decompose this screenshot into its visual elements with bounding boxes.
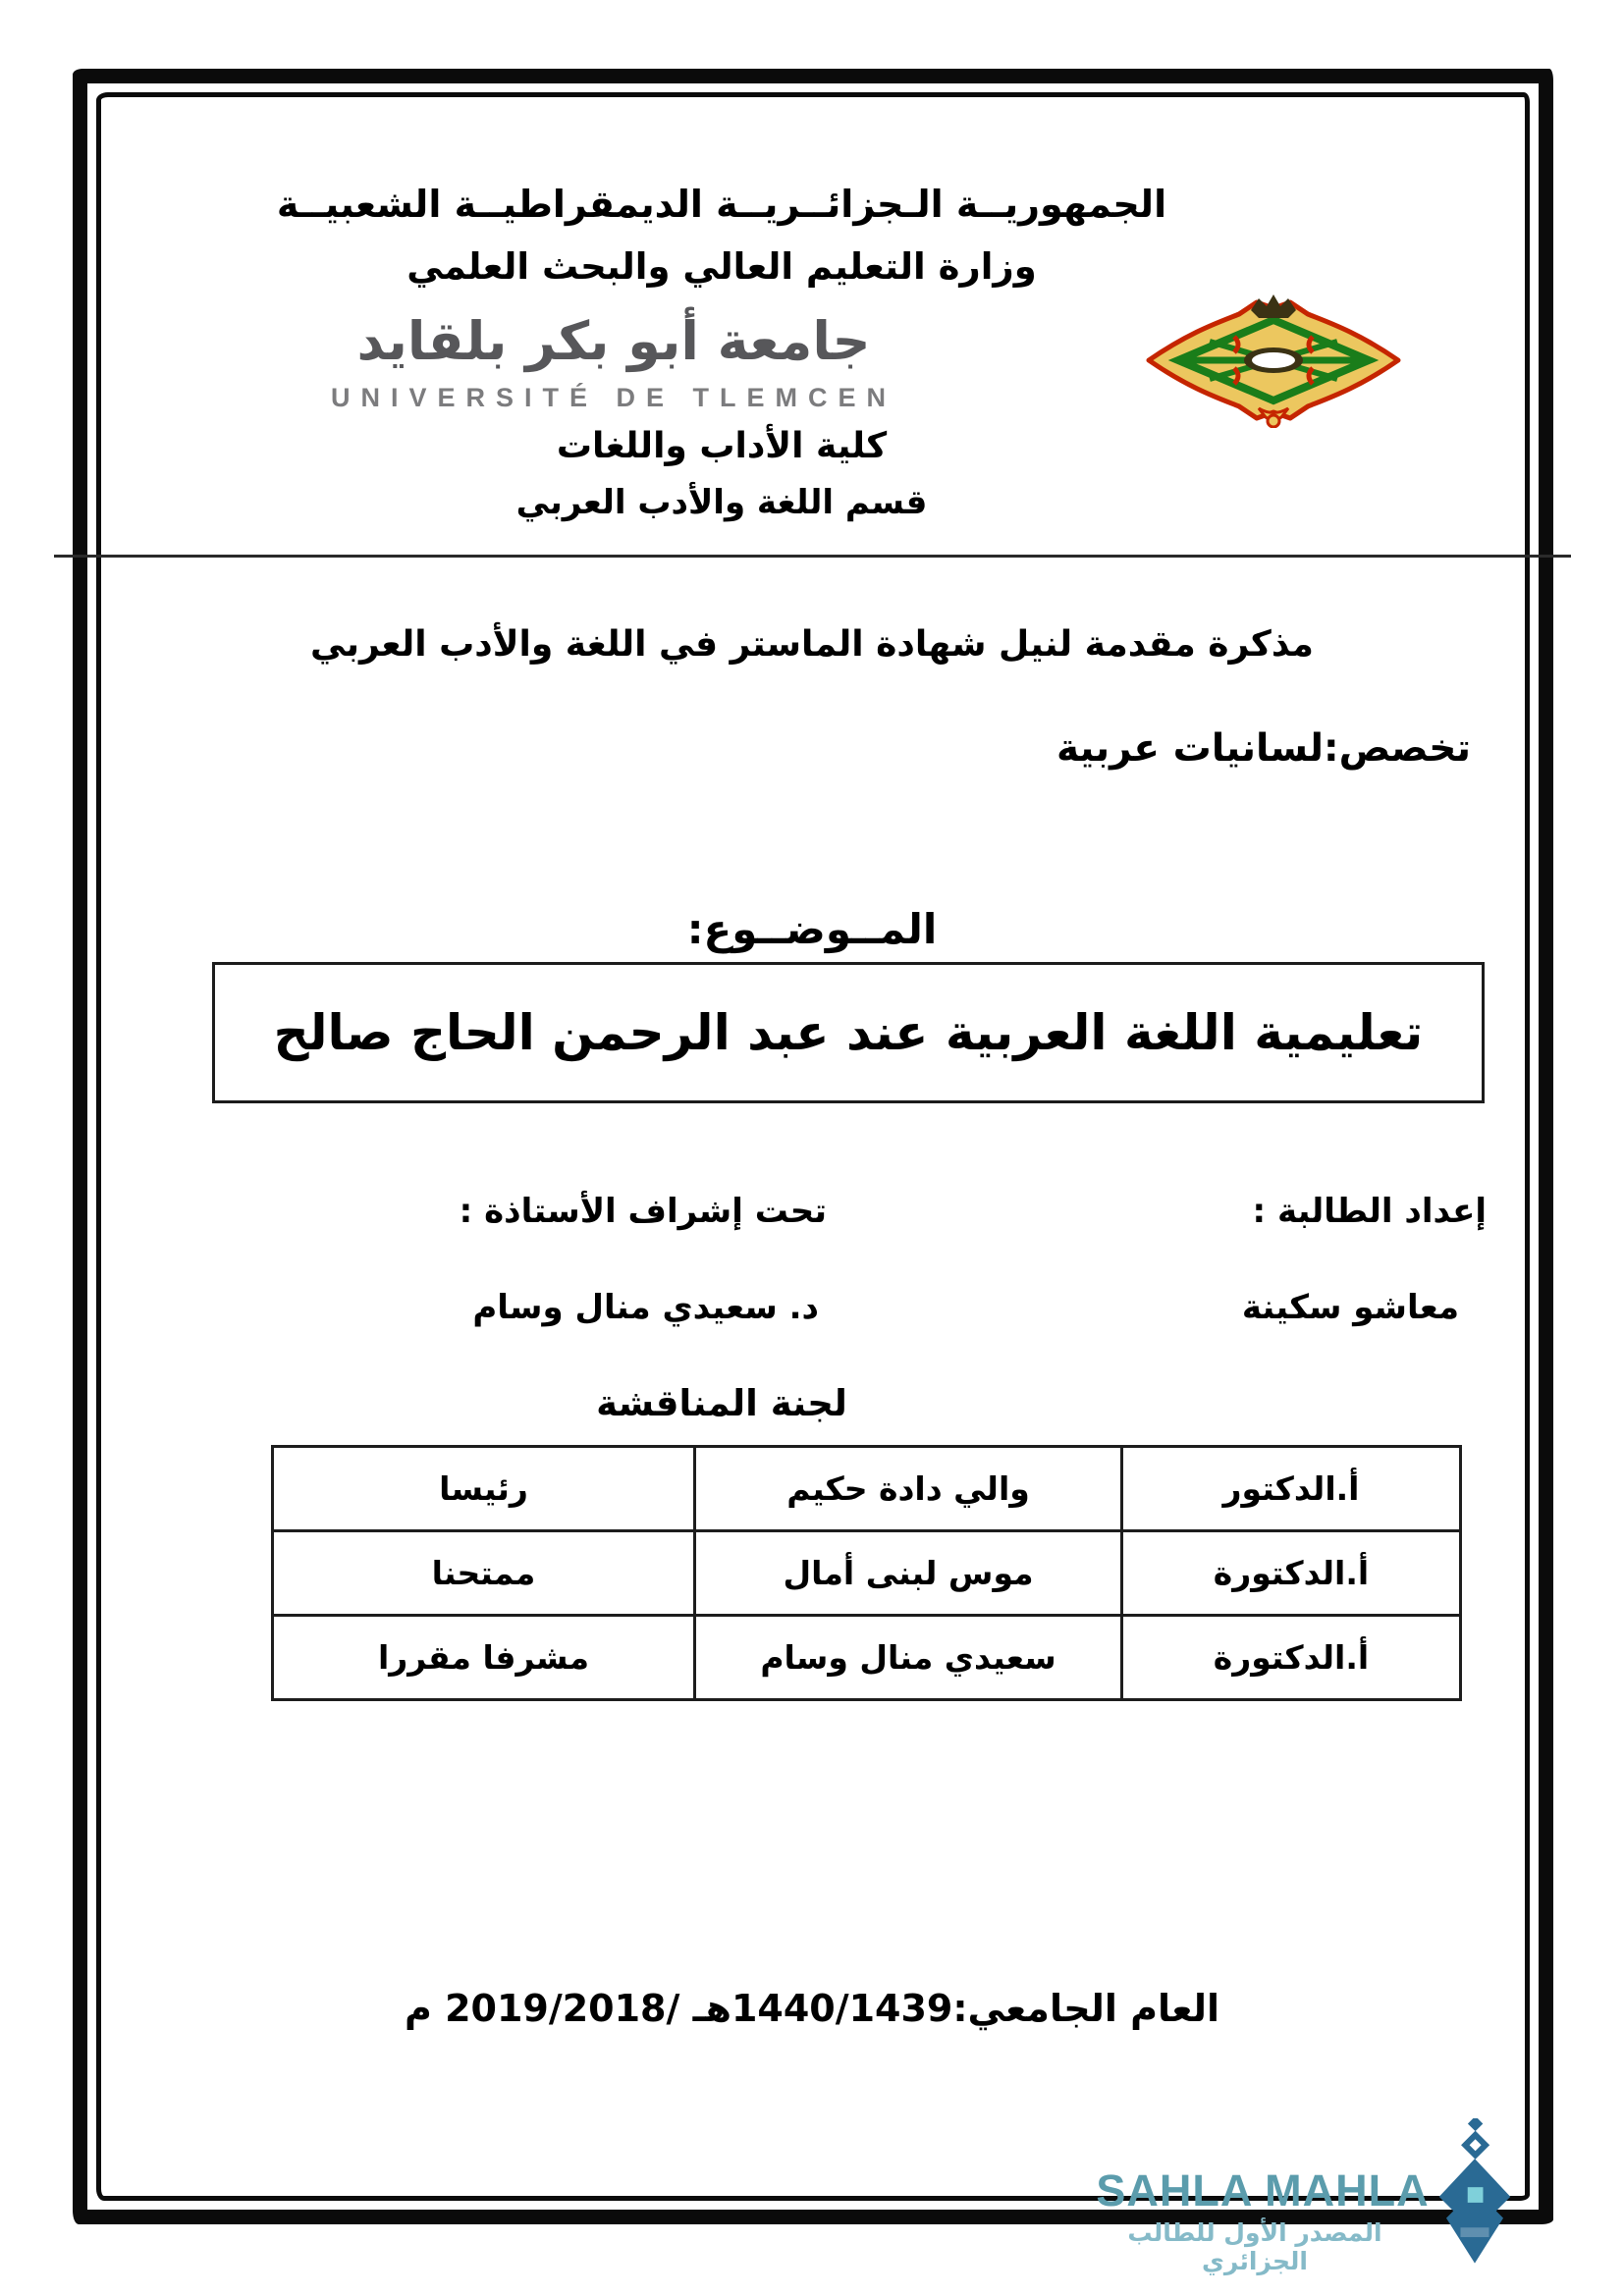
committee-heading: لجنة المناقشة bbox=[596, 1382, 847, 1424]
header-divider-line bbox=[54, 555, 1571, 558]
table-row bbox=[273, 1616, 1461, 1700]
table-row bbox=[273, 1531, 1461, 1616]
degree-statement: مذكرة مقدمة لنيل شهادة الماستر في اللغة والأدب العربي bbox=[310, 624, 1314, 665]
university-name-french: UNIVERSITÉ DE TLEMCEN bbox=[330, 383, 897, 412]
supervisor-label: تحت إشراف الأستاذة : bbox=[459, 1192, 827, 1231]
committee-member-title: أ.الدكتورة bbox=[1122, 1616, 1461, 1700]
specialty-line: تخصص:لسانيات عربية bbox=[1056, 726, 1471, 771]
committee-member-title: أ.الدكتورة bbox=[1122, 1531, 1461, 1616]
committee-table bbox=[271, 1445, 1462, 1701]
committee-member-role: مشرفا مقررا bbox=[273, 1616, 695, 1700]
republic-title: الجمهوريــة الـجزائــريــة الديمقراطيــة الشعبيــة bbox=[276, 183, 1167, 226]
sahla-mahla-logo-mark-icon bbox=[1435, 2118, 1514, 2266]
supervisor-name: د. سعيدي منال وسام bbox=[472, 1288, 819, 1327]
committee-member-name: والي دادة حكيم bbox=[695, 1447, 1122, 1531]
sahla-mahla-brand: SAHLA MAHLA bbox=[1096, 2165, 1430, 2216]
sahla-mahla-tagline: المصدر الأول للطالب الجزائري bbox=[1127, 2218, 1382, 2275]
student-name: معاشو سكينة bbox=[1241, 1288, 1459, 1327]
committee-member-title: أ.الدكتور bbox=[1122, 1447, 1461, 1531]
thesis-title: تعليمية اللغة العربية عند عبد الرحمن الحاج صالح bbox=[273, 1004, 1424, 1061]
university-name-arabic: جامعة أبو بكر بلقايد bbox=[356, 310, 871, 372]
department-name: قسم اللغة والأدب العربي bbox=[515, 483, 928, 522]
committee-member-role: رئيسا bbox=[273, 1447, 695, 1531]
committee-member-name: سعيدي منال وسام bbox=[695, 1616, 1122, 1700]
ministry-title: وزارة التعليم العالي والبحث العلمي bbox=[406, 245, 1037, 288]
committee-member-role: ممتحنا bbox=[273, 1531, 695, 1616]
thesis-title-box bbox=[212, 962, 1485, 1103]
subject-label: المــوضــوع: bbox=[686, 905, 938, 953]
academic-year: العام الجامعي:1440/1439هـ /2019/2018 م bbox=[404, 1987, 1220, 2030]
university-emblem-icon bbox=[1141, 293, 1406, 428]
faculty-name: كلية الأداب واللغات bbox=[556, 426, 888, 466]
student-label: إعداد الطالبة : bbox=[1252, 1192, 1487, 1231]
table-row bbox=[273, 1447, 1461, 1531]
committee-member-name: موس لبنى أمال bbox=[695, 1531, 1122, 1616]
